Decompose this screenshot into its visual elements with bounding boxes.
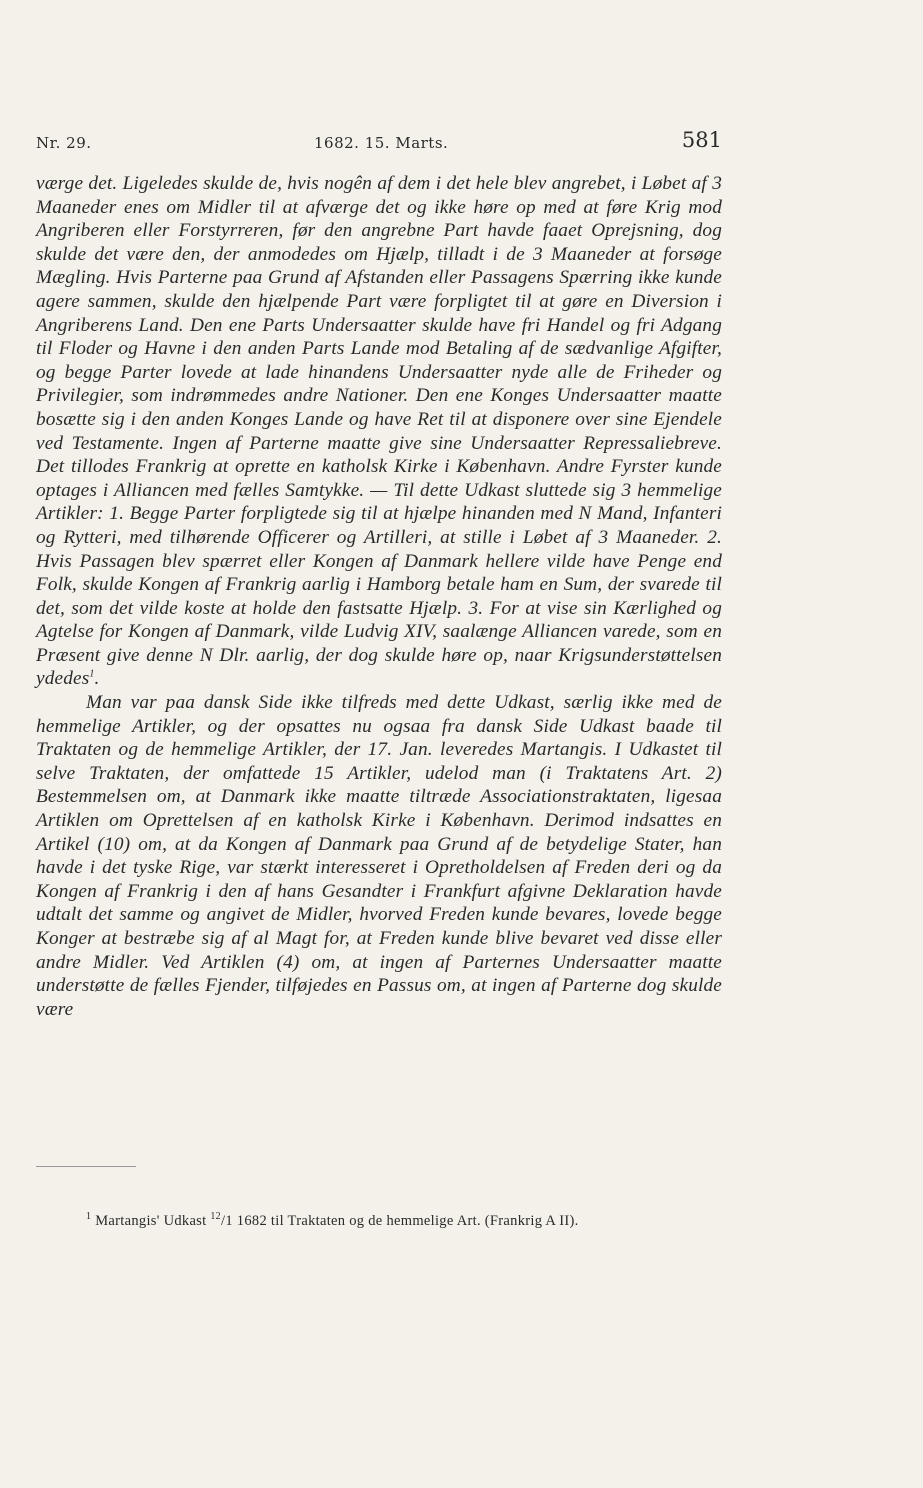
header-date: 1682. 15. Marts. — [314, 134, 449, 152]
running-header — [36, 128, 722, 158]
document-number: Nr. 29. — [36, 134, 92, 152]
footnote-date-superscript: 12 — [210, 1211, 221, 1223]
main-text — [36, 172, 722, 1021]
footnote — [36, 1210, 722, 1233]
paragraph-text: værge det. Ligeledes skulde de, hvis nogên af dem i det hele blev angrebet, i Løbet af 3 Maaneder enes om Midler til at afværge det og ikke høre op med at føre Krig mod Angriberen eller Forstyrreren, før den angrebne Part havde faaet Oprejsning, dog skulde det være den, der anmodedes om Hjælp, tilladt i de 3 Maaneder at forsøge Mægling. Hvis Parterne paa Grund af Afstanden eller Passagens Spærring ikke kunde agere sammen, skulde den hjælpende Part være forpligtet til at gøre en Diversion i Angriberens Land. Den ene Parts Undersaatter skulde have fri Handel og fri Adgang til Floder og Havne i den anden Parts Lande mod Betaling af de sædvanlige Afgifter, og begge Parter lovede at lade hinandens Undersaatter nyde alle de Friheder og Privilegier, som indrømmedes andre Nationer. Den ene Konges Undersaatter maatte bosætte sig i den anden Konges Lande og have Ret til at disponere over sine Ejendele ved Testamente. Ingen af Parterne maatte give sine Undersaatter Repressaliebreve. Det tillodes Frankrig at oprette en katholsk Kirke i København. Andre Fyrster kunde optages i Alliancen med fælles Samtykke. — Til dette Udkast sluttede sig 3 hemmelige Artikler: 1. Begge Parter forpligtede sig til at hjælpe hinanden med N Mand, Infanteri og Rytteri, med tilhørende Officerer og Artilleri, at stille i Løbet af 3 Maaneder. 2. Hvis Passagen blev spærret eller Kongen af Danmark hellere vilde have Penge end Folk, skulde Kongen af Frankrig aarlig i Hamborg betale ham en Sum, der svarede til det, som det vilde koste at holde den fastsatte Hjælp. 3. For at vise sin Kærlighed og Agtelse for Kongen af Danmark, vilde Ludvig XIV, saalænge Alliancen varede, som en Præsent give denne N Dlr. aarlig, der dog skulde høre op, naar Krigsunderstøttelsen ydedes — [36, 173, 722, 690]
footnote-text: Martangis' Udkast — [91, 1213, 211, 1229]
page-number: 581 — [681, 128, 722, 152]
footnote-divider — [36, 1166, 136, 1167]
paragraph-end: . — [94, 668, 100, 690]
footnote-text-rest: /1 1682 til Traktaten og de hemmelige Art. (Frankrig A II). — [220, 1213, 579, 1229]
footnote-marker: 1 — [86, 1211, 92, 1223]
paragraph — [36, 172, 722, 691]
paragraph: Man var paa dansk Side ikke tilfreds med dette Udkast, særlig ikke med de hemmelige Artikler, og der opsattes nu ogsaa fra dansk Side Udkast baade til Traktaten og de hemmelige Artikler, der 17. Jan. leveredes Martangis. I Udkastet til selve Traktaten, der omfattede 15 Artikler, udelod man (i Traktatens Art. 2) Bestemmelsen om, at Danmark ikke maatte tiltræde Associationstraktaten, ligesaa Artiklen om Oprettelsen af en katholsk Kirke i København. Derimod indsattes en Artikel (10) om, at da Kongen af Danmark paa Grund af de betydelige Stater, han havde i det tyske Rige, var stærkt interesseret i Opretholdelsen af Freden deri og da Kongen af Frankrig i den af hans Gesandter i Frankfurt afgivne Deklaration havde udtalt det samme og angivet de Midler, hvorved Freden kunde bevares, lovede begge Konger at bestræbe sig af al Magt for, at Freden kunde blive bevaret ved disse eller andre Midler. Ved Artiklen (4) om, at ingen af Parternes Undersaatter maatte understøtte de fælles Fjender, tilføjedes en Passus om, at ingen af Parterne dog skulde være — [36, 692, 722, 1020]
footnote-reference: 1 — [89, 669, 95, 681]
